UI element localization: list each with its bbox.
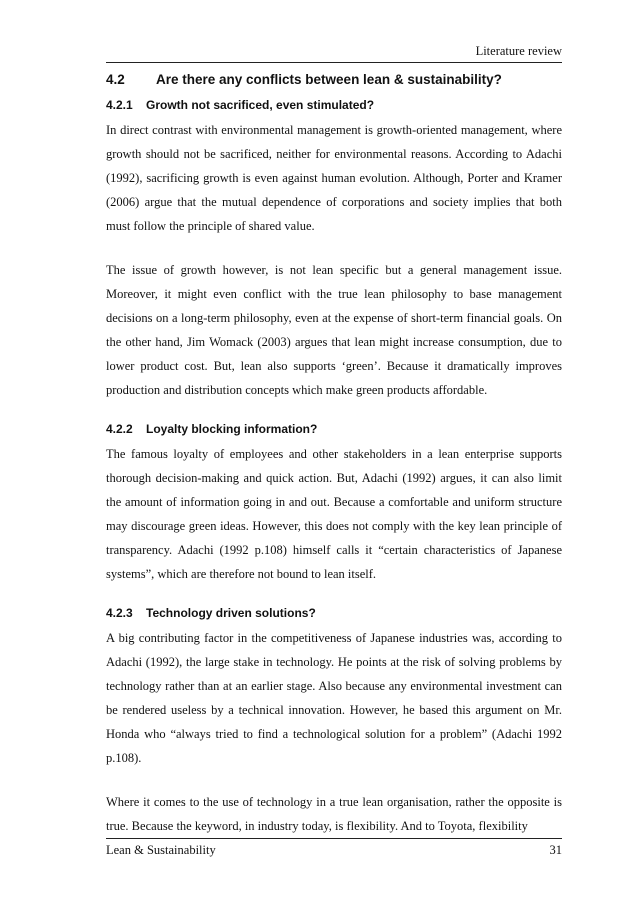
page-footer (106, 843, 562, 858)
subsection-heading (106, 606, 562, 620)
section-title: Are there any conflicts between lean & sustainability? (156, 72, 502, 87)
subsection-number: 4.2.3 (106, 606, 133, 620)
footer-rule (106, 838, 562, 839)
section-number: 4.2 (106, 72, 125, 87)
page-content (106, 68, 562, 838)
subsection-number: 4.2.2 (106, 422, 133, 436)
subsection-title: Technology driven solutions? (146, 606, 316, 620)
header-rule (106, 62, 562, 63)
subsection-heading (106, 98, 562, 112)
paragraph: The issue of growth however, is not lean specific but a general management issue. Moreover, it might even conflict with the true lean philosophy to base management decisions on a long-term philosophy, even at the expense of short-term financial goals. On the other hand, Jim Womack (2003) argues that lean might increase consumption, due to lower product cost. But, lean also supports ‘green’. Because it dramatically improves production and distribution concepts which make green products affordable. (106, 263, 562, 397)
paragraph: The famous loyalty of employees and other stakeholders in a lean enterprise supports thorough decision-making and quick action. But, Adachi (1992) argues, it can also limit the amount of information going in and out. Because a comfortable and uniform structure may discourage green ideas. However, this does not comply with the key lean principle of transparency. Adachi (1992 p.108) himself calls it “certain characteristics of Japanese systems”, which are therefore not bound to lean itself. (106, 447, 562, 581)
page-number: 31 (549, 843, 562, 857)
paragraph: Where it comes to the use of technology in a true lean organisation, rather the opposite is true. Because the keyword, in industry today, is flexibility. And to Toyota, flexibility (106, 795, 562, 833)
running-header: Literature review (475, 44, 562, 58)
subsection-heading (106, 422, 562, 436)
subsection-number: 4.2.1 (106, 98, 133, 112)
paragraph: A big contributing factor in the competitiveness of Japanese industries was, according to Adachi (1992), the large stake in technology. He points at the risk of solving problems by technology rather than at an earlier stage. Also because any environmental investment can be rendered useless by a technical innovation. However, he based this argument on Mr. Honda who “always tried to find a technological solution for a problem” (Adachi 1992 p.108). (106, 631, 562, 765)
subsection-title: Loyalty blocking information? (146, 422, 318, 436)
paragraph: In direct contrast with environmental management is growth-oriented management, where growth should not be sacrificed, neither for environmental reasons. According to Adachi (1992), sacrificing growth is even against human evolution. Although, Porter and Kramer (2006) argue that the mutual dependence of corporations and society implies that both must follow the principle of shared value. (106, 123, 562, 233)
subsection-title: Growth not sacrificed, even stimulated? (146, 98, 375, 112)
footer-document-title: Lean & Sustainability (106, 843, 216, 857)
section-heading (106, 72, 562, 87)
